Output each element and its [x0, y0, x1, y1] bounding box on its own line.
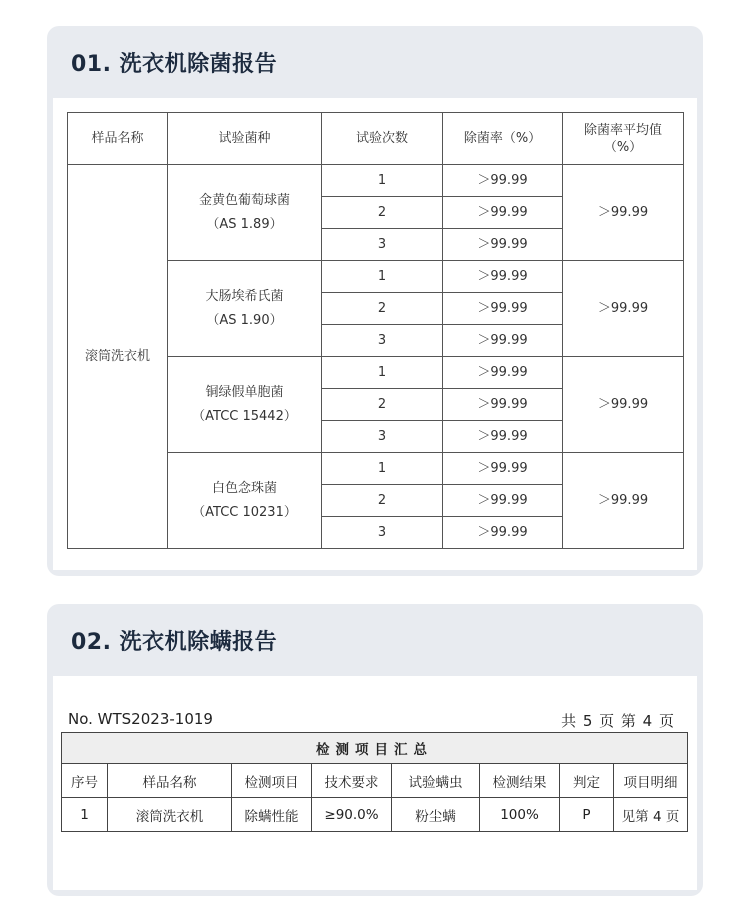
avg-value: ＞99.99 [563, 453, 684, 549]
table-header-row [68, 113, 684, 165]
rate-value: ＞99.99 [443, 261, 563, 293]
table-row [62, 798, 688, 832]
strain-cell [168, 261, 322, 357]
strain-name: 金黄色葡萄球菌 [198, 192, 290, 208]
report-header-line [68, 710, 675, 731]
cell-detail: 见第 4 页 [614, 798, 688, 832]
cell-sample: 滚筒洗衣机 [108, 798, 232, 832]
trial-number: 3 [322, 325, 443, 357]
trial-number: 2 [322, 197, 443, 229]
strain-cell [168, 165, 322, 261]
header-rate: 除菌率（%） [443, 113, 563, 165]
cell-judgement: P [560, 798, 614, 832]
report-number: No. WTS2023-1019 [68, 710, 213, 728]
trial-number: 1 [322, 453, 443, 485]
strain-name: 白色念珠菌 [211, 480, 277, 496]
avg-value: ＞99.99 [563, 357, 684, 453]
header-result: 检测结果 [480, 764, 560, 798]
table-header-row [62, 764, 688, 798]
strain-name: 铜绿假单胞菌 [205, 384, 284, 400]
mite-summary-table [61, 732, 688, 832]
header-index: 序号 [62, 764, 108, 798]
trial-number: 2 [322, 485, 443, 517]
rate-value: ＞99.99 [443, 453, 563, 485]
rate-value: ＞99.99 [443, 293, 563, 325]
rate-value: ＞99.99 [443, 485, 563, 517]
trial-number: 1 [322, 261, 443, 293]
strain-name: 大肠埃希氏菌 [205, 288, 284, 304]
trial-number: 3 [322, 517, 443, 549]
trial-number: 3 [322, 229, 443, 261]
rate-value: ＞99.99 [443, 357, 563, 389]
cell-index: 1 [62, 798, 108, 832]
strain-cell [168, 453, 322, 549]
cell-item: 除螨性能 [232, 798, 312, 832]
summary-title: 检测项目汇总 [62, 733, 688, 764]
header-mite: 试验螨虫 [392, 764, 480, 798]
trial-number: 1 [322, 165, 443, 197]
cell-requirement: ≥90.0% [312, 798, 392, 832]
rate-value: ＞99.99 [443, 229, 563, 261]
sterilization-report-card [47, 26, 703, 576]
header-avg: 除菌率平均值（%） [563, 113, 684, 165]
header-sample: 样品名称 [108, 764, 232, 798]
avg-value: ＞99.99 [563, 261, 684, 357]
strain-code: （ATCC 15442） [192, 408, 297, 424]
header-judgement: 判定 [560, 764, 614, 798]
trial-number: 3 [322, 421, 443, 453]
header-requirement: 技术要求 [312, 764, 392, 798]
rate-value: ＞99.99 [443, 389, 563, 421]
rate-value: ＞99.99 [443, 517, 563, 549]
strain-code: （ATCC 10231） [192, 504, 297, 520]
header-strain: 试验菌种 [168, 113, 322, 165]
rate-value: ＞99.99 [443, 165, 563, 197]
trial-number: 1 [322, 357, 443, 389]
section2-title: 02. 洗衣机除螨报告 [71, 629, 278, 655]
rate-value: ＞99.99 [443, 197, 563, 229]
sterilization-table [67, 112, 684, 549]
trial-number: 2 [322, 293, 443, 325]
strain-code: （AS 1.90） [206, 312, 283, 328]
sample-name: 滚筒洗衣机 [68, 165, 168, 549]
rate-value: ＞99.99 [443, 325, 563, 357]
page-info: 共 5 页 第 4 页 [561, 712, 675, 730]
cell-result: 100% [480, 798, 560, 832]
cell-mite: 粉尘螨 [392, 798, 480, 832]
trial-number: 2 [322, 389, 443, 421]
table-row [68, 165, 684, 197]
section1-title: 01. 洗衣机除菌报告 [71, 51, 278, 77]
rate-value: ＞99.99 [443, 421, 563, 453]
strain-cell [168, 357, 322, 453]
avg-value: ＞99.99 [563, 165, 684, 261]
section2-body [53, 676, 697, 890]
header-trials: 试验次数 [322, 113, 443, 165]
section1-body [53, 98, 697, 570]
header-detail: 项目明细 [614, 764, 688, 798]
header-item: 检测项目 [232, 764, 312, 798]
header-sample: 样品名称 [68, 113, 168, 165]
strain-code: （AS 1.89） [206, 216, 283, 232]
mite-removal-report-card [47, 604, 703, 896]
